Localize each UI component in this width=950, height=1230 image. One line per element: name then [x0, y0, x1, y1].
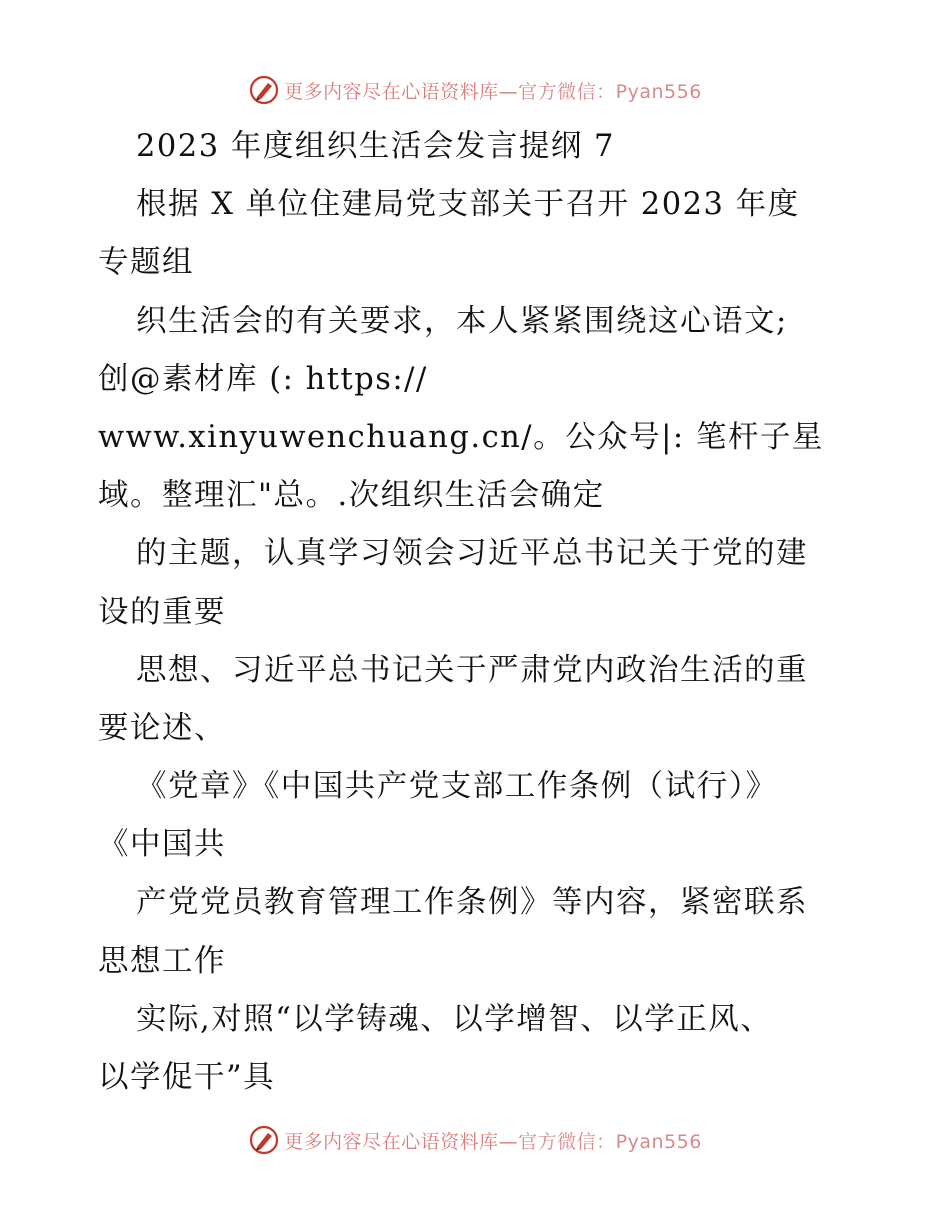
pen-logo-icon [248, 74, 280, 106]
text-line: 《中国共 [98, 827, 226, 863]
text-line: www.xinyuwenchuang.cn/。公众号|: 笔杆子星 [98, 419, 824, 455]
footer-watermark [0, 1120, 950, 1160]
watermark-site: 更多内容尽在心语资料库— [284, 80, 519, 103]
text-line: 2023 年度组织生活会发言提纲 7 [136, 129, 615, 164]
watermark-site: 更多内容尽在心语资料库— [284, 1130, 519, 1153]
text-line: 实际,对照“以学铸魂、以学增智、以学正风、 [136, 1001, 773, 1037]
text-line: 《党章》《中国共产党支部工作条例（试行）》 [136, 769, 778, 805]
watermark-wechat: 官方微信：Pyan556 [518, 1130, 702, 1153]
pen-logo-icon [248, 1124, 280, 1156]
text-line: 产党党员教育管理工作条例》等内容，紧密联系 [136, 885, 808, 921]
text-line: 域。整理汇"总。.次组织生活会确定 [98, 478, 605, 514]
watermark-wechat: 官方微信：Pyan556 [518, 80, 702, 103]
text-line: 设的重要 [98, 594, 226, 630]
text-line: 创@素材库 (: https:// [98, 361, 428, 397]
text-line: 以学促干”具 [98, 1060, 276, 1095]
text-line: 根据 X 单位住建局党支部关于召开 2023 年度 [136, 187, 800, 223]
text-line: 思想工作 [98, 943, 226, 979]
text-line: 的主题，认真学习领会习近平总书记关于党的建 [136, 536, 808, 572]
text-line: 思想、习近平总书记关于严肃党内政治生活的重 [136, 652, 808, 688]
header-watermark [0, 70, 950, 110]
text-line: 要论述、 [98, 710, 226, 746]
text-line: 专题组 [98, 245, 194, 281]
document-body [98, 118, 858, 1107]
watermark-text [284, 77, 702, 104]
text-line: 织生活会的有关要求，本人紧紧围绕这心语文; [136, 303, 788, 339]
watermark-text [284, 1127, 702, 1154]
